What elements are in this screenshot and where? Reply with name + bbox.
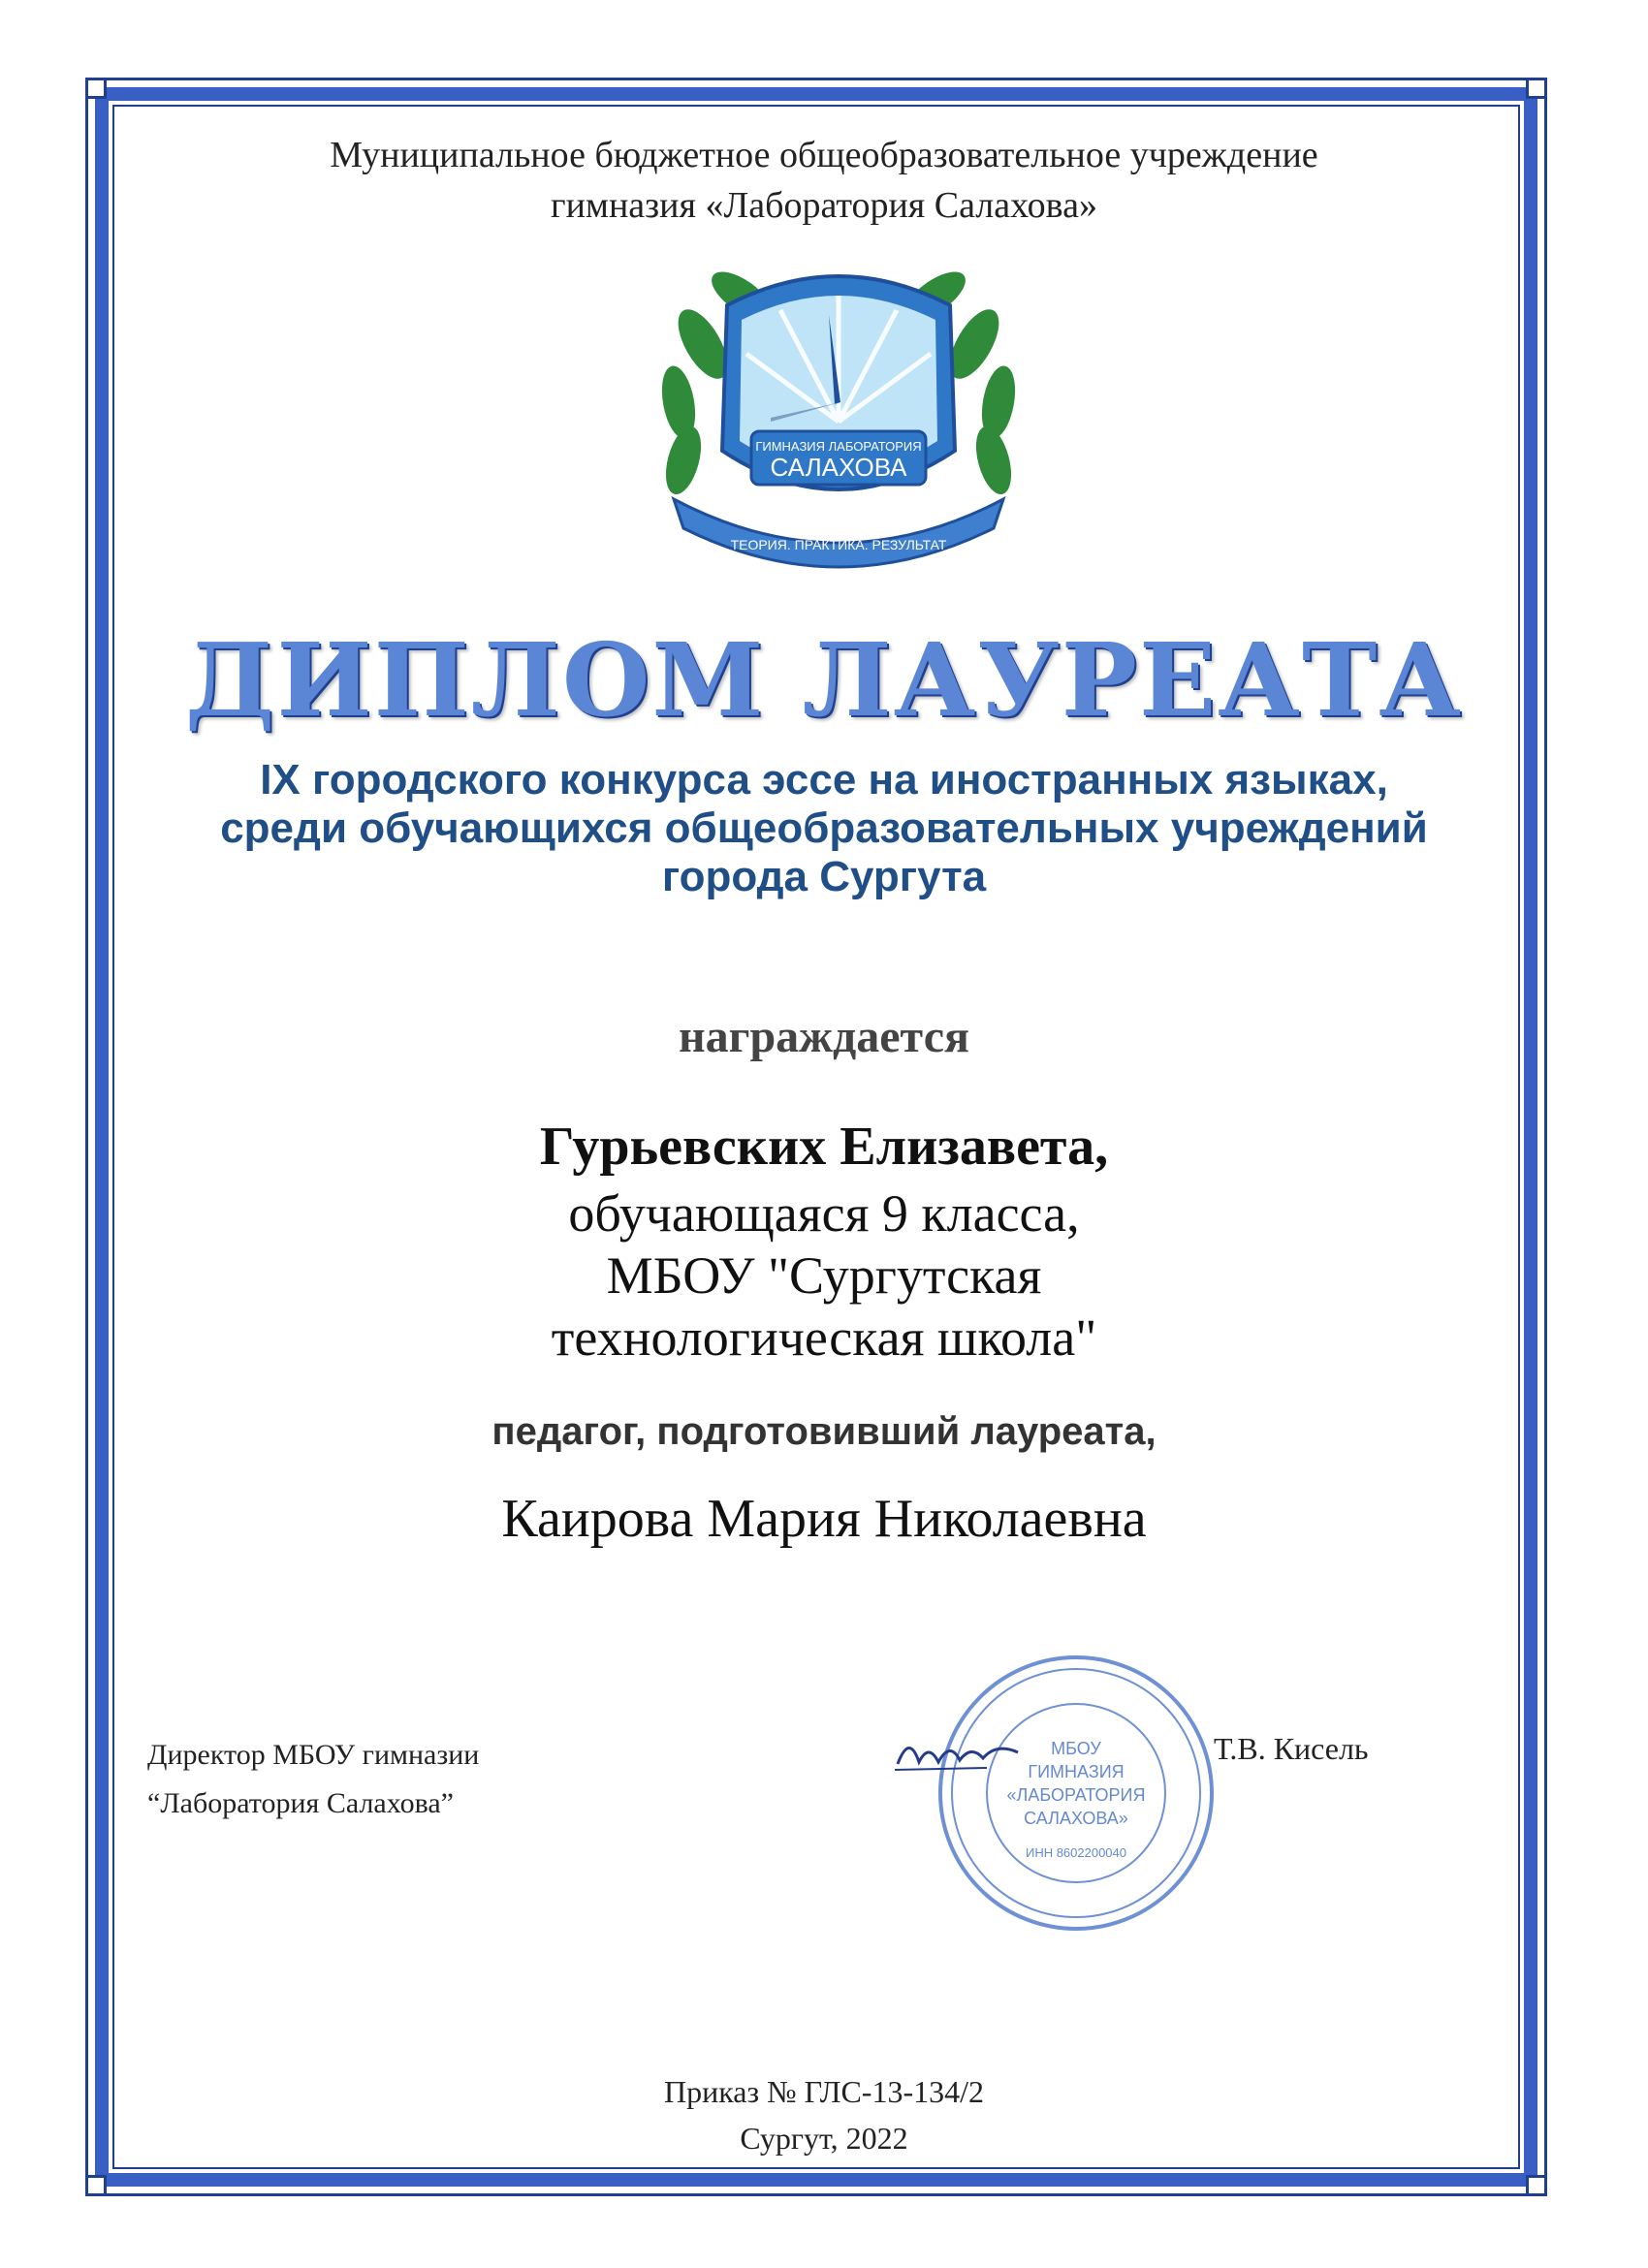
organization-line-1: Муниципальное бюджетное общеобразовательное учреждение — [330, 135, 1318, 175]
director-position-line-1: Директор МБОУ гимназии — [147, 1739, 480, 1771]
awarded-label: награждается — [679, 1011, 969, 1062]
diploma-title: ДИПЛОМ ЛАУРЕАТА — [184, 620, 1464, 740]
organization-header — [136, 130, 1512, 231]
teacher-label: педагог, подготовивший лауреата, — [491, 1410, 1157, 1453]
stamp-text-2: ГИМНАЗИЯ — [1028, 1762, 1125, 1781]
school-emblem-icon — [635, 237, 1042, 586]
stamp-text-3: «ЛАБОРАТОРИЯ — [1006, 1785, 1146, 1805]
director-position-line-2: “Лаборатория Салахова” — [147, 1787, 454, 1819]
official-stamp — [931, 1648, 1221, 1938]
teacher-name: Каирова Мария Николаевна — [501, 1489, 1147, 1549]
frame-corner — [1526, 78, 1547, 99]
contest-line-2: среди обучающихся общеобразовательных учреждений — [220, 804, 1428, 852]
stamp-text-4: САЛАХОВА» — [1024, 1809, 1128, 1828]
recipient-class: обучающаяся 9 класса, — [568, 1184, 1080, 1243]
frame-corner — [85, 2175, 107, 2196]
stamp-text-1: МБОУ — [1051, 1739, 1101, 1758]
contest-description — [136, 756, 1512, 901]
place-year: Сургут, 2022 — [740, 2121, 908, 2156]
contest-line-1: IX городского конкурса эссе на иностранных языках, — [260, 756, 1388, 803]
frame-corner — [1526, 2175, 1547, 2196]
stamp-inn: ИНН 8602200040 — [1025, 1845, 1127, 1860]
frame-corner — [85, 78, 107, 99]
handwritten-signature — [890, 1723, 1026, 1781]
signer-name: Т.В. Кисель — [1214, 1731, 1369, 1766]
emblem-text-main: САЛАХОВА — [770, 453, 907, 482]
emblem-text-top: ГИМНАЗИЯ ЛАБОРАТОРИЯ — [755, 439, 922, 454]
recipient-name: Гурьевских Елизавета, — [539, 1117, 1109, 1177]
recipient-school-line-2: технологическая школа" — [551, 1308, 1097, 1367]
diploma-footer — [136, 2068, 1512, 2161]
recipient-school-line-1: МБОУ "Сургутская — [606, 1246, 1042, 1305]
contest-line-3: города Сургута — [661, 853, 987, 900]
emblem-ribbon-text: ТЕОРИЯ. ПРАКТИКА. РЕЗУЛЬТАТ — [730, 537, 947, 552]
recipient-details — [136, 1182, 1512, 1369]
director-position — [147, 1731, 479, 1828]
order-number: Приказ № ГЛС-13-134/2 — [663, 2074, 984, 2109]
organization-line-2: гимназия «Лаборатория Салахова» — [550, 185, 1097, 226]
